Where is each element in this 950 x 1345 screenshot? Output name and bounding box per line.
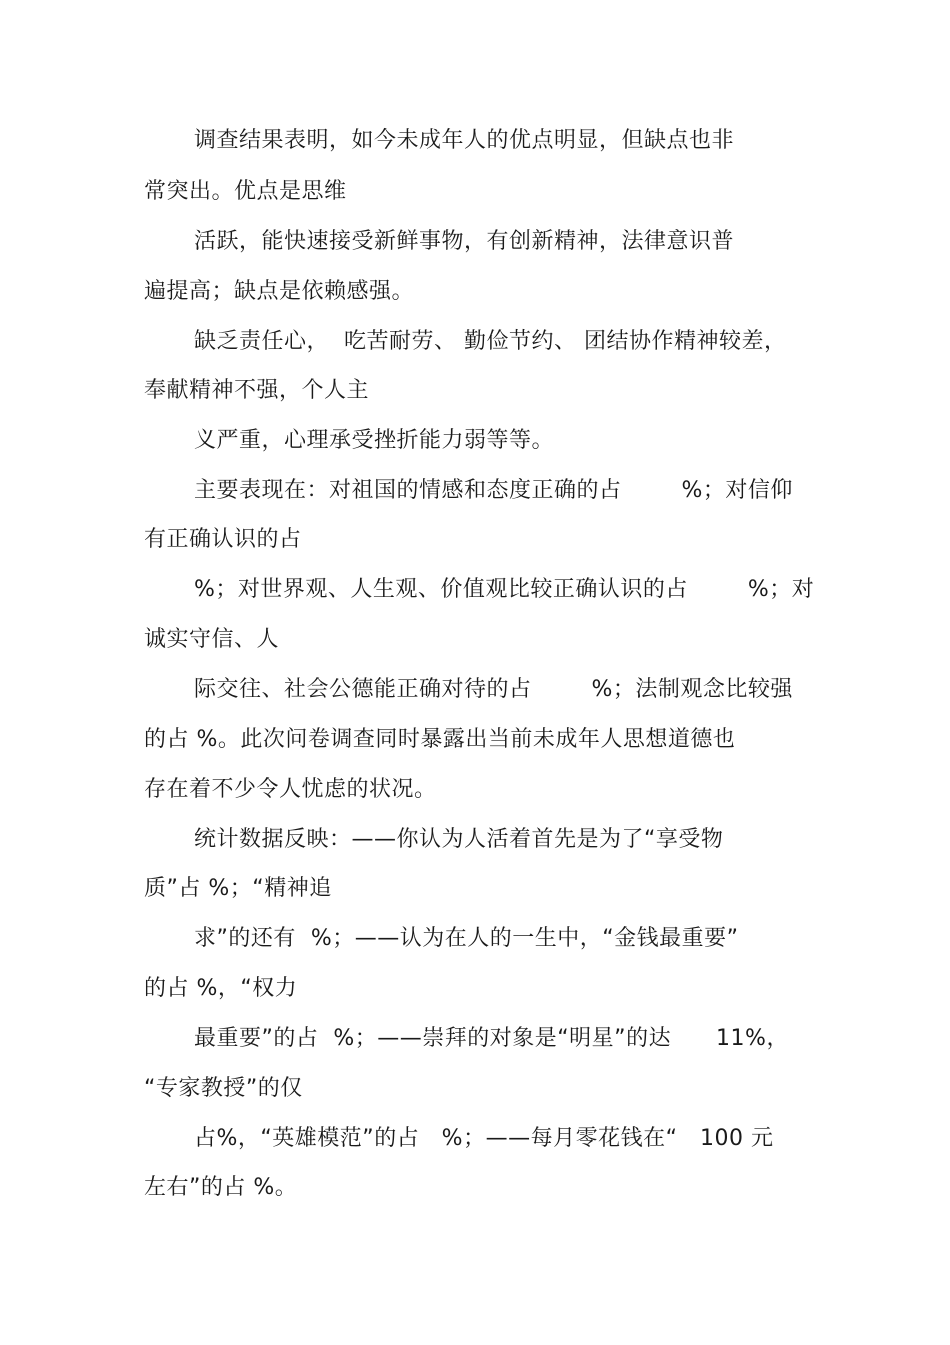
text-line: %；对世界观、人生观、价值观比较正确认识的占 %；对 (194, 577, 815, 602)
text-line: 质”占 %；“精神追 (144, 876, 332, 901)
text-line: “专家教授”的仅 (144, 1076, 303, 1101)
text-line: 有正确认识的占 (144, 527, 302, 552)
text-line: 奉献精神不强，个人主 (144, 378, 370, 403)
text-line: 左右”的占 %。 (144, 1175, 298, 1200)
text-line: 诚实守信、人 (144, 627, 280, 652)
text-line: 占%，“英雄模范”的占 %；——每月零花钱在“ 100 元 (194, 1126, 774, 1151)
text-line: 义严重，心理承受挫折能力弱等等。 (194, 428, 555, 453)
text-line: 活跃，能快速接受新鲜事物，有创新精神，法律意识普 (194, 229, 735, 254)
text-line: 存在着不少令人忧虑的状况。 (144, 777, 437, 802)
text-line: 的占 %，“权力 (144, 976, 298, 1001)
text-line: 统计数据反映：——你认为人活着首先是为了“享受物 (194, 827, 724, 852)
text-line: 的占 %。此次问卷调查同时暴露出当前未成年人思想道德也 (144, 727, 736, 752)
text-line: 常突出。优点是思维 (144, 179, 347, 204)
text-line: 际交往、社会公德能正确对待的占 %；法制观念比较强 (194, 677, 793, 702)
text-line: 调查结果表明，如今未成年人的优点明显，但缺点也非 (194, 128, 735, 153)
text-line: 遍提高；缺点是依赖感强。 (144, 279, 415, 304)
text-line: 求”的还有 %；——认为在人的一生中，“金钱最重要” (194, 926, 739, 951)
text-line: 缺乏责任心， 吃苦耐劳、 勤俭节约、 团结协作精神较差， (194, 329, 787, 354)
text-line: 最重要”的占 %；——崇拜的对象是“明星”的达 11%， (194, 1026, 789, 1051)
text-line: 主要表现在：对祖国的情感和态度正确的占 %；对信仰 (194, 478, 793, 503)
